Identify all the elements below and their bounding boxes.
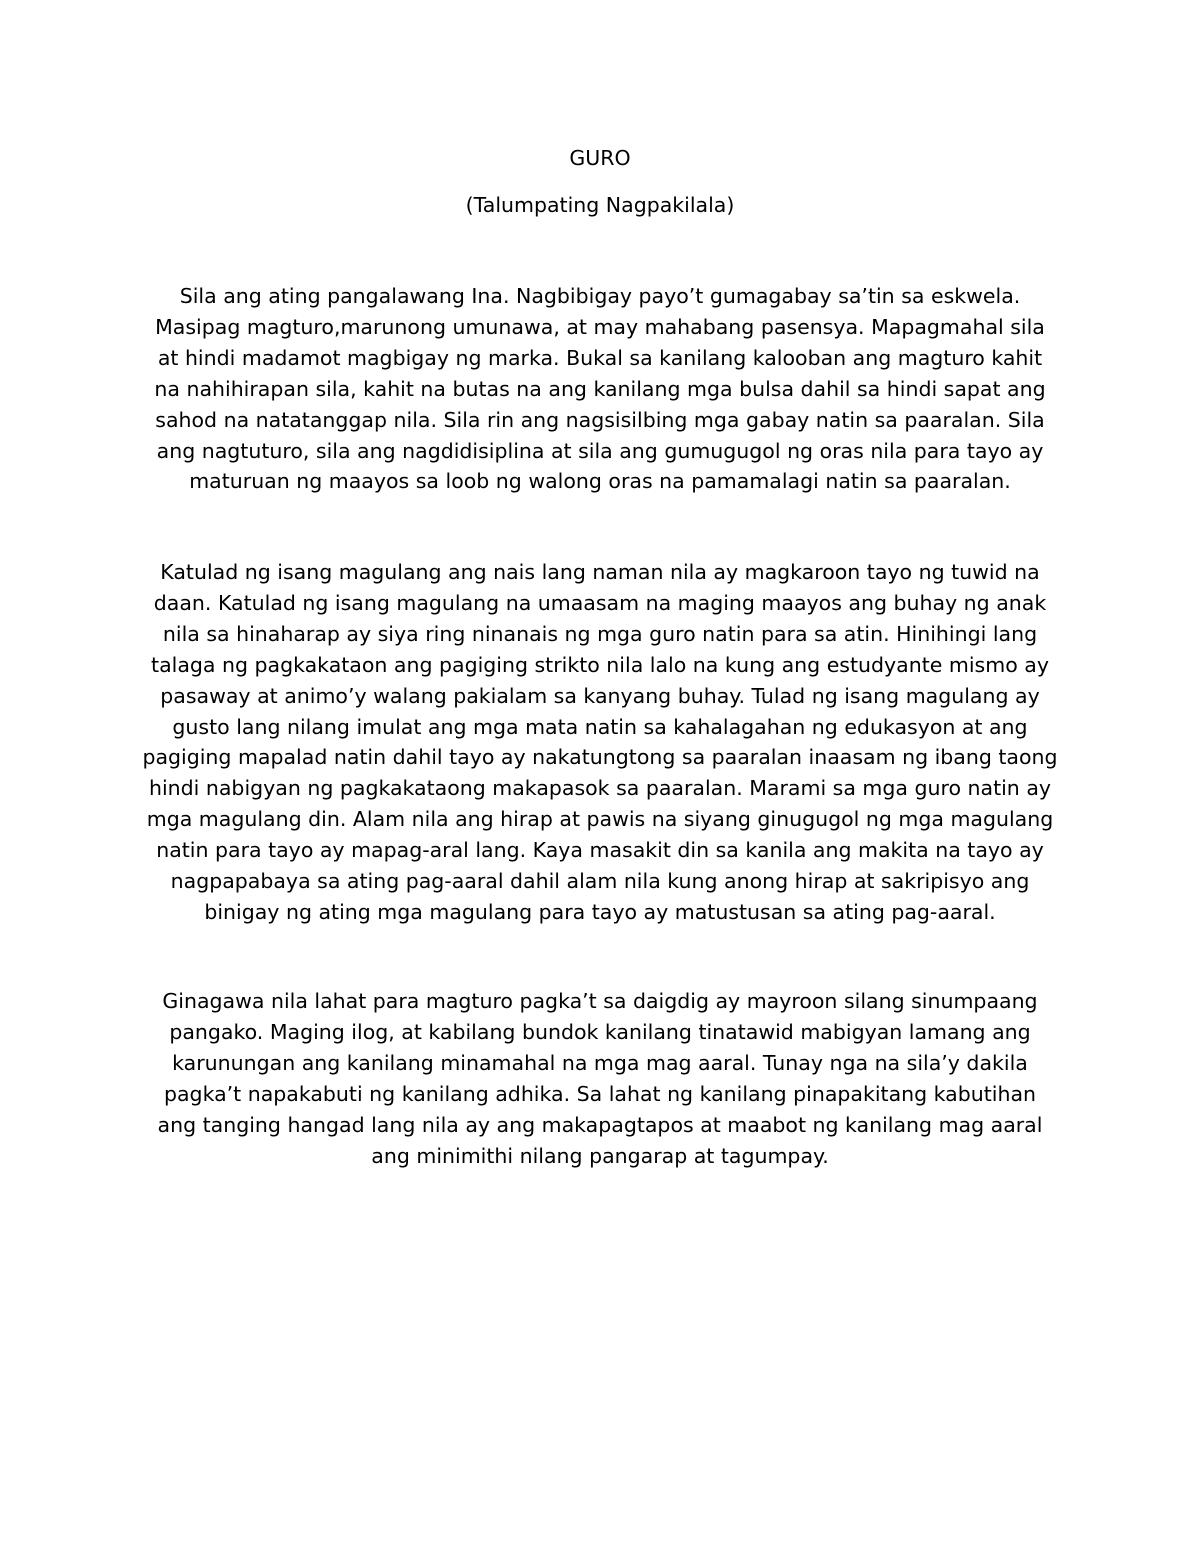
paragraph-2 — [140, 557, 1060, 928]
paragraph-line: mga magulang din. Alam nila ang hirap at pawis na siyang ginugugol ng mga magulang — [146, 807, 1054, 832]
paragraph-line: ang tanging hangad lang nila ay ang makapagtapos at maabot ng kanilang mag aaral — [157, 1112, 1043, 1137]
paragraph-line: daan. Katulad ng isang magulang na umaasam na maging maayos ang buhay ng anak — [153, 590, 1047, 615]
paragraph-line: pagka’t napakabuti ng kanilang adhika. Sa lahat ng kanilang pinapakitang kabutihan — [163, 1081, 1037, 1106]
document-title: GURO — [569, 146, 631, 170]
paragraph-3 — [140, 986, 1060, 1171]
paragraph-line: sahod na natatanggap nila. Sila rin ang nagsisilbing mga gabay natin sa paaralan. Sila — [155, 407, 1045, 432]
paragraph-line: Sila ang ating pangalawang Ina. Nagbibigay payo’t gumagabay sa’tin sa eskwela. — [179, 284, 1021, 308]
paragraph-line: karunungan ang kanilang minamahal na mga mag aaral. Tunay nga na sila’y dakila — [172, 1050, 1028, 1075]
paragraph-line: gusto lang nilang imulat ang mga mata natin sa kahalagahan ng edukasyon at ang — [172, 714, 1028, 739]
paragraph-line: maturuan ng maayos sa loob ng walong oras na pamamalagi natin sa paaralan. — [189, 469, 1011, 494]
paragraph-line: na nahihirapan sila, kahit na butas na ang kanilang mga bulsa dahil sa hindi sapat ang — [154, 376, 1046, 401]
paragraph-line: pangako. Maging ilog, at kabilang bundok kanilang tinatawid mabigyan lamang ang — [169, 1019, 1031, 1044]
paragraph-line: pagiging mapalad natin dahil tayo ay nakatungtong sa paaralan inaasam ng ibang taong — [142, 745, 1058, 770]
paragraph-line: talaga ng pagkakataon ang pagiging strikto nila lalo na kung ang estudyante mismo ay — [151, 652, 1049, 677]
paragraph-line: Masipag magturo,marunong umunawa, at may mahabang pasensya. Mapagmahal sila — [155, 314, 1045, 339]
paragraph-line: nila sa hinaharap ay siya ring ninanais ng mga guro natin para sa atin. Hinihingi lang — [162, 621, 1038, 646]
paragraph-line: Katulad ng isang magulang ang nais lang naman nila ay magkaroon tayo ng tuwid na — [160, 560, 1040, 584]
paragraph-line: pasaway at animo’y walang pakialam sa kanyang buhay. Tulad ng isang magulang ay — [160, 683, 1040, 708]
paragraph-line: ang nagtuturo, sila ang nagdidisiplina at sila ang gumugugol ng oras nila para tayo ay — [156, 438, 1044, 463]
paragraph-line: Ginagawa nila lahat para magturo pagka’t sa daigdig ay mayroon silang sinumpaang — [162, 989, 1038, 1013]
paragraph-line: ang minimithi nilang pangarap at tagumpay. — [371, 1143, 829, 1168]
paragraph-1 — [140, 281, 1060, 497]
document-subtitle: (Talumpating Nagpakilala) — [465, 193, 735, 217]
paragraph-line: hindi nabigyan ng pagkakataong makapasok sa paaralan. Marami sa mga guro natin ay — [148, 776, 1052, 801]
paragraph-line: nagpapabaya sa ating pag-aaral dahil alam nila kung anong hirap at sakripisyo ang — [170, 869, 1030, 894]
paragraph-line: natin para tayo ay mapag-aral lang. Kaya masakit din sa kanila ang makita na tayo ay — [156, 838, 1044, 863]
paragraph-line: binigay ng ating mga magulang para tayo ay matustusan sa ating pag-aaral. — [204, 899, 996, 924]
paragraph-line: at hindi madamot magbigay ng marka. Bukal sa kanilang kalooban ang magturo kahit — [157, 345, 1043, 370]
